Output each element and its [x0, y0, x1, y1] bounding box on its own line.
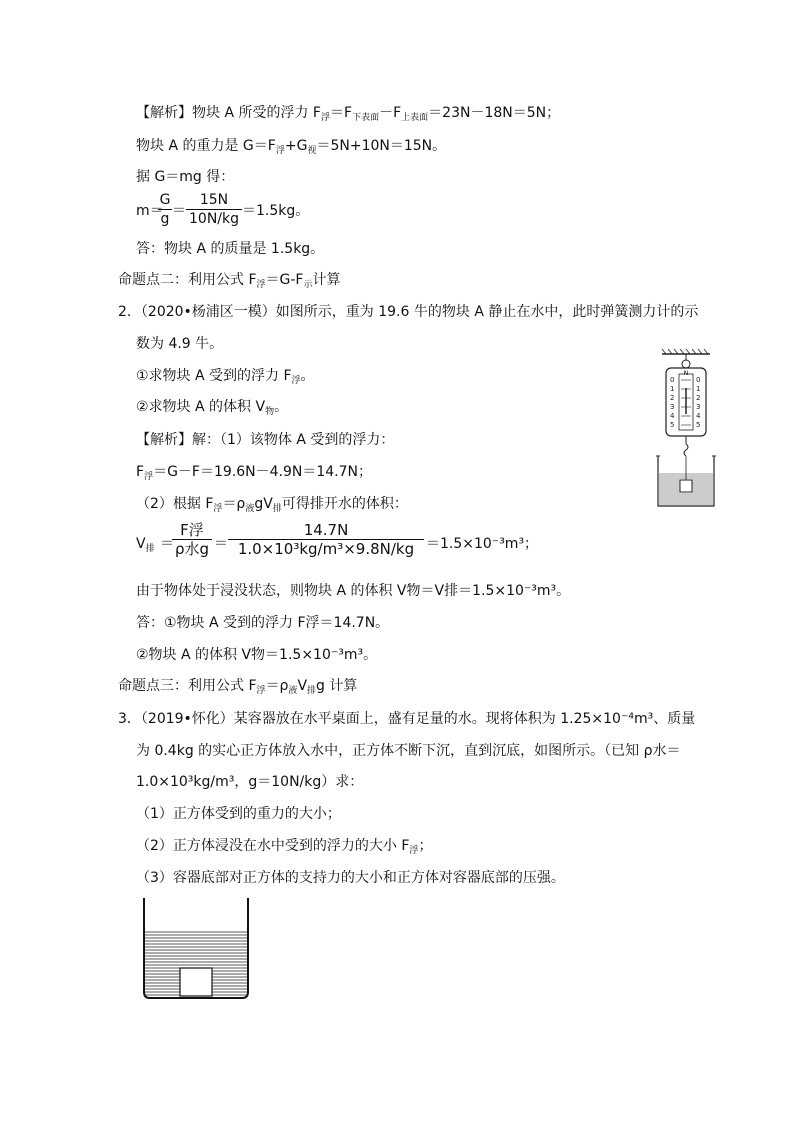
scale-mark-5-right: 5: [696, 421, 701, 429]
q3-sub-2: （2）正方体浸没在水中受到的浮力的大小 $F_浮$；: [136, 838, 433, 856]
q2-line-1: 2．（2020•杨浦区一模）如图所示，重为 19.6 牛的物块 A 静止在水中，此时弹簧测力计的示: [118, 304, 699, 320]
scale-mark-0-right: 0: [696, 376, 701, 384]
q2-answer-2: ②物块 A 的体积 V物＝1.5×10⁻³m³。: [136, 647, 378, 663]
q3-line-3: 1.0×10³kg/m³，g＝10N/kg）求：: [136, 774, 364, 790]
scale-mark-4-right: 4: [696, 412, 701, 420]
scale-mark-5: 5: [670, 421, 675, 429]
fraction-f-over-rho-g: F浮 ρ水g: [172, 521, 212, 558]
q2-analysis-1: 【解析】解：（1）该物体 A 受到的浮力：: [136, 432, 395, 448]
fraction-g-over-g: G g: [159, 192, 171, 227]
scale-mark-0: 0: [670, 376, 675, 384]
scale-mark-2-right: 2: [696, 394, 701, 402]
q2-analysis-5: 由于物体处于浸没状态，则物块 A 的体积 V物＝V排＝1.5×10⁻³m³。: [136, 583, 571, 599]
volume-formula-result: ＝1.5×10⁻³m³；: [426, 536, 539, 552]
q2-analysis-2: $F_浮=G-F=19.6N-4.9N=14.7N$；: [136, 464, 373, 482]
q3-line-2: 为 0.4kg 的实心正方体放入水中，正方体不断下沉，直到沉底，如图所示。（已知 ρ水＝: [136, 743, 681, 759]
q2-line-3: ①求物块 A 受到的浮力 $F_浮$。: [136, 368, 315, 386]
scale-mark-3-right: 3: [696, 403, 701, 411]
spring-scale-figure: [652, 348, 732, 518]
scale-mark-1: 1: [670, 385, 675, 393]
analysis-line-3: 据 G＝mg 得：: [136, 169, 235, 185]
q3-sub-1: （1）正方体受到的重力的大小；: [136, 806, 341, 822]
scale-mark-2: 2: [670, 394, 675, 402]
fraction-numeric-volume: 14.7N 1.0×10³kg/m³×9.8N/kg: [228, 521, 424, 558]
volume-formula-v: $V_排$: [136, 536, 155, 554]
scale-mark-3: 3: [670, 403, 675, 411]
q3-line-1: 3．（2019•怀化）某容器放在水平桌面上，盛有足量的水。现将体积为 1.25×10⁻⁴m³、质量: [118, 711, 696, 727]
q2-answer-1: 答：①物块 A 受到的浮力 F浮＝14.7N。: [136, 615, 390, 631]
q3-sub-3: （3）容器底部对正方体的支持力的大小和正方体对容器底部的压强。: [136, 870, 565, 886]
analysis-line-2: 物块 A 的重力是 $G=F_浮+G_视=5N+10N=15N$。: [136, 138, 447, 156]
container-cube-figure: [140, 898, 260, 1004]
scale-mark-4: 4: [670, 412, 675, 420]
mass-formula-eq: ＝: [172, 203, 186, 219]
mass-formula-m: m＝: [136, 203, 164, 219]
mass-formula-result: ＝1.5kg。: [242, 203, 310, 219]
q2-line-2: 数为 4.9 牛。: [136, 336, 224, 352]
point-two-heading: 命题点二：利用公式 $F_浮=G-F_示$计算: [118, 272, 341, 290]
volume-formula-eq1: ＝: [160, 536, 174, 552]
volume-formula-eq2: ＝: [214, 536, 228, 552]
scale-mark-1-right: 1: [696, 385, 701, 393]
scale-unit: N: [683, 370, 689, 377]
q2-line-4: ②求物块 A 的体积 $V_物$。: [136, 399, 289, 417]
fraction-15n-over-10nkg: 15N 10N/kg: [186, 191, 242, 228]
q2-analysis-3: （2）根据 $F_浮=\rho_液gV_排$可得排开水的体积：: [136, 496, 408, 514]
analysis-line-1: 【解析】物块 A 所受的浮力 $F_浮=F_{下表面}-F_{上表面}=23N-18N=5N$；: [136, 105, 561, 123]
analysis-answer: 答：物块 A 的质量是 1.5kg。: [136, 241, 325, 257]
point-three-heading: 命题点三：利用公式 $F_浮=\rho_液V_排g$ 计算: [118, 678, 358, 696]
